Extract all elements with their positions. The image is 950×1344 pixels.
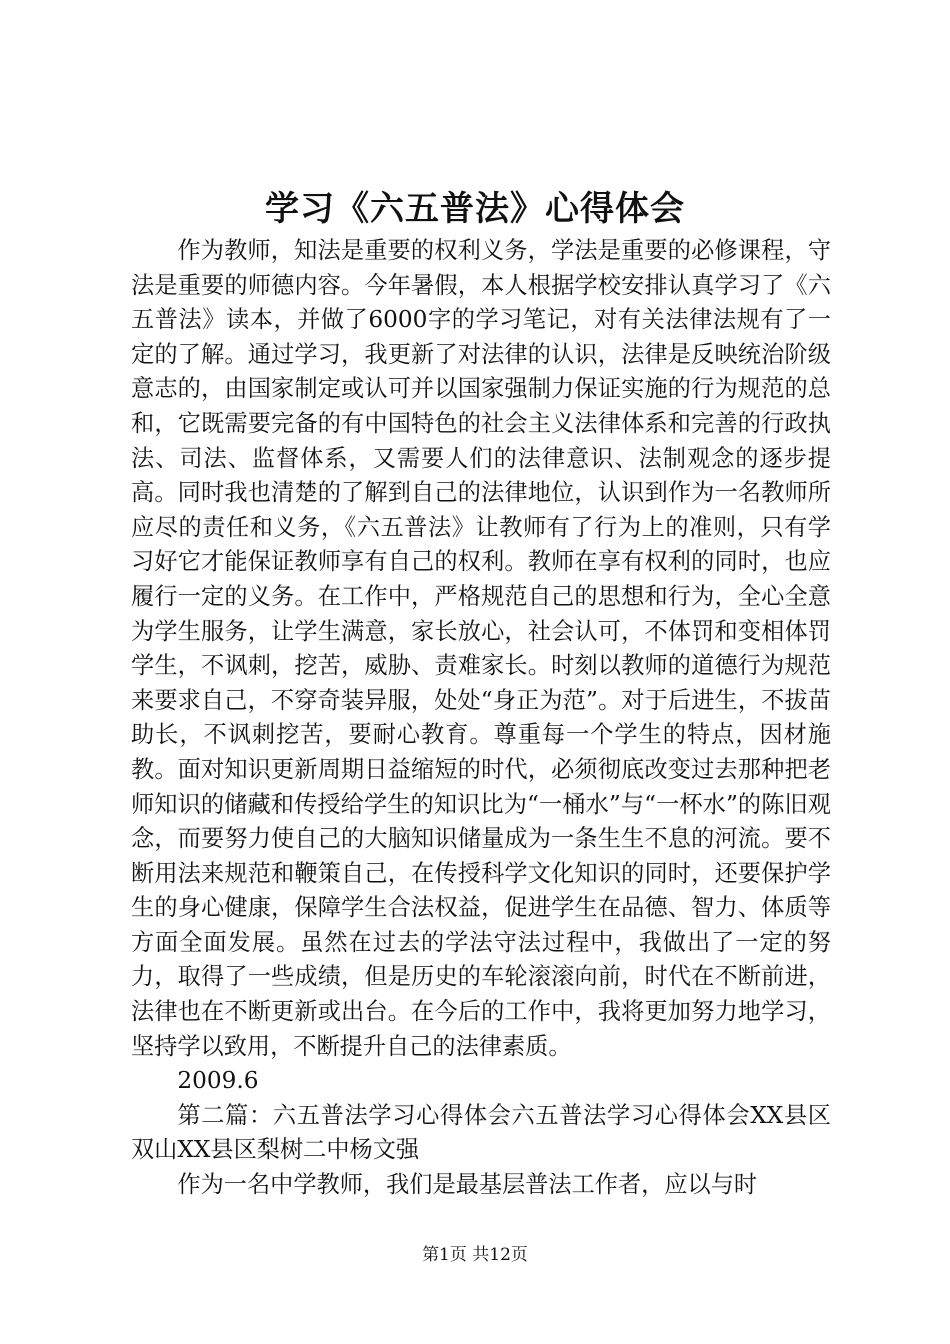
document-title: 学习《六五普法》心得体会 xyxy=(265,189,685,229)
document-body xyxy=(131,234,831,1203)
paragraph-2: 第二篇：六五普法学习心得体会六五普法学习心得体会XX县区双山XX县区梨树二中杨文强 xyxy=(131,1101,831,1164)
paragraph-3: 作为一名中学教师，我们是最基层普法工作者，应以与时 xyxy=(177,1171,758,1199)
page-footer: 第1页 共12页 xyxy=(422,1245,528,1265)
paragraph-date: 2009.6 xyxy=(177,1067,259,1095)
paragraph-1: 作为教师，知法是重要的权利义务，学法是重要的必修课程，守法是重要的师德内容。今年暑假，本人根据学校安排认真学习了《六五普法》读本，并做了6000字的学习笔记，对有关法律法规有了一定的了解。通过学习，我更新了对法律的认识，法律是反映统治阶级意志的，由国家制定或认可并以国家强制力保证实施的行为规范的总和，它既需要完备的有中国特色的社会主义法律体系和完善的行政执法、司法、监督体系，又需要人们的法律意识、法制观念的逐步提高。同时我也清楚的了解到自己的法律地位，认识到作为一名教师所应尽的责任和义务，《六五普法》让教师有了行为上的准则，只有学习好它才能保证教师享有自己的权利。教师在享有权利的同时，也应履行一定的义务。在工作中，严格规范自己的思想和行为，全心全意为学生服务，让学生满意，家长放心，社会认可，不体罚和变相体罚学生，不讽刺，挖苦，威胁、责难家长。时刻以教师的道德行为规范来要求自己，不穿奇装异服，处处“身正为范”。对于后进生，不拔苗助长，不讽刺挖苦，要耐心教育。尊重每一个学生的特点，因材施教。面对知识更新周期日益缩短的时代，必须彻底改变过去那种把老师知识的储藏和传授给学生的知识比为“一桶水”与“一杯水”的陈旧观念，而要努力使自己的大脑知识储量成为一条生生不息的河流。要不断用法来规范和鞭策自己，在传授科学文化知识的同时，还要保护学生的身心健康，保障学生合法权益，促进学生在品德、智力、体质等方面全面发展。虽然在过去的学法守法过程中，我做出了一定的努力，取得了一些成绩，但是历史的车轮滚滚向前，时代在不断前进，法律也在不断更新或出台。在今后的工作中，我将更加努力地学习，坚持学以致用，不断提升自己的法律素质。 xyxy=(131,237,831,1060)
